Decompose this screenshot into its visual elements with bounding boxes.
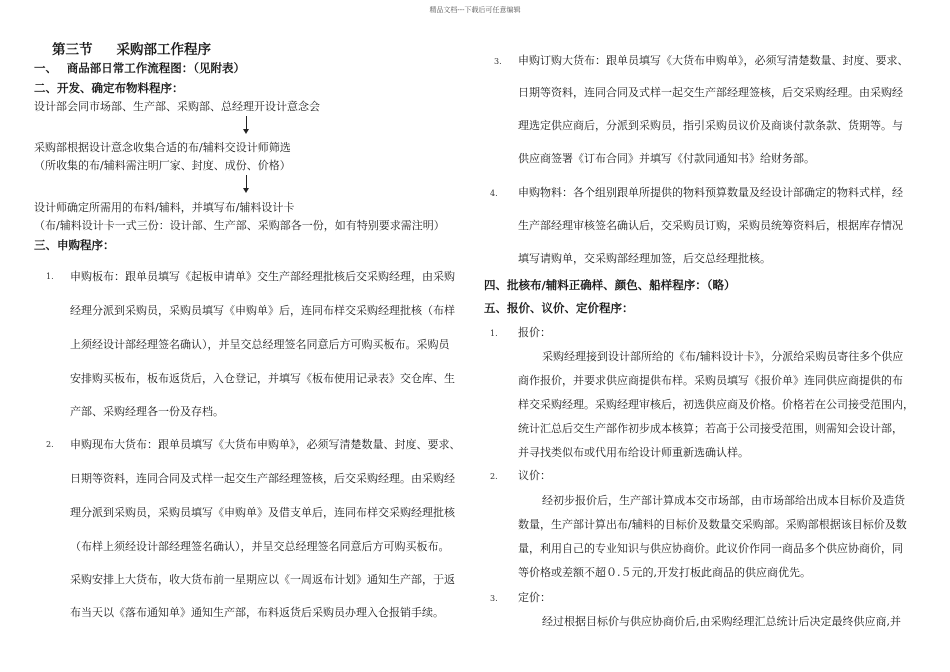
- sub-1-line: 并寻找类似布或代用布给设计师重新选确认样。: [518, 446, 749, 459]
- flow-step-3: 设计师确定所需用的布料/辅料，并填写布/辅料设计卡: [34, 201, 295, 214]
- sub-3-number: 3.: [490, 594, 498, 603]
- item-4-line: 申购物料：各个组别跟单所提供的物料预算数量及经设计部确定的物料式样，经: [518, 186, 903, 199]
- item-1-line: 申购板布：跟单员填写《起板申请单》交生产部经理批核后交采购经理，由采购: [70, 270, 455, 283]
- heading-4: 四、批核布/辅料正确样、颜色、船样程序：（略）: [484, 278, 736, 292]
- sub-2-line: 等价格或差额不超０.５元的,开发打板此商品的供应商优先。: [518, 566, 811, 579]
- sub-2-label: 议价：: [518, 469, 551, 482]
- item-2-line: （布样上须经设计部经理签名确认），并呈交总经理签名同意后方可购买板布。: [70, 540, 450, 553]
- flow-step-2-note: （所收集的布/辅料需注明厂家、封度、成份、价格）: [34, 159, 291, 172]
- flow-arrow-1: [246, 116, 247, 130]
- section-name: 采购部工作程序: [116, 42, 211, 58]
- item-1-line: 上须经设计部经理签名确认），并呈交总经理签名同意后方可购买板布。采购员: [70, 338, 450, 351]
- sub-3-label: 定价：: [518, 591, 551, 604]
- item-1-line: 安排购买板布，板布返货后，入仓登记，并填写《板布使用记录表》交仓库、生: [70, 372, 455, 385]
- flow-step-1: 设计部会同市场部、生产部、采购部、总经理开设计意念会: [34, 100, 320, 113]
- flow-step-2: 采购部根据设计意念收集合适的布/辅料交设计师筛选: [34, 141, 291, 154]
- heading-2: 二、开发、确定布物料程序：: [34, 81, 184, 95]
- sub-1-number: 1.: [490, 329, 498, 338]
- sub-2-line: 经初步报价后，生产部计算成本交市场部，由市场部给出成本目标价及造货: [542, 494, 905, 507]
- item-2-line: 申购现布大货布：跟单员填写《大货布申购单》，必须写清楚数量、封度、要求、: [70, 438, 461, 451]
- sub-1-label: 报价：: [518, 326, 551, 339]
- header-note: 精品文档---下载后可任意编辑: [429, 6, 521, 14]
- item-3-number: 3.: [494, 57, 502, 66]
- sub-2-line: 数量，生产部计算出布/辅料的目标价及数量交采购部。采购部根据该目标价及数: [518, 518, 907, 531]
- sub-1-line: 样交采购经理。采购经理审核后，初选供应商及价格。价格若在公司接受范围内，: [518, 398, 914, 411]
- item-3-line: 申购订购大货布：跟单员填写《大货布申购单》，必须写清楚数量、封度、要求、: [518, 54, 909, 67]
- sub-3-line: 经过根据目标价与供应协商价后,由采购经理汇总统计后决定最终供应商,并: [542, 615, 901, 628]
- sub-2-number: 2.: [490, 472, 498, 481]
- heading-3: 三、申购程序：: [34, 238, 115, 252]
- section-title: [52, 38, 211, 58]
- heading-5: 五、报价、议价、定价程序：: [484, 301, 634, 315]
- item-1-line: 经理分派到采购员，采购员填写《申购单》后，连同布样交采购经理批核（布样: [70, 304, 455, 317]
- item-3-line: 日期等资料，连同合同及式样一起交生产部经理签核，后交采购经理。由采购经: [518, 86, 903, 99]
- section-number: 第三节: [52, 42, 93, 58]
- sub-1-line: 商作报价，并要求供应商提供布样。采购员填写《报价单》连同供应商提供的布: [518, 374, 903, 387]
- item-4-line: 生产部经理审核签名确认后，交采购员订购，采购员统筹资料后，根据库存情况: [518, 219, 903, 232]
- item-2-line: 理分派到采购员，采购员填写《申购单》及借支单后，连同布样交采购经理批核: [70, 506, 455, 519]
- sub-1-line: 统计汇总后交生产部作初步成本核算；若高于公司接受范围，则需知会设计部，: [518, 422, 903, 435]
- item-1-line: 产部、采购经理各一份及存档。: [70, 405, 224, 418]
- sub-1-line: 采购经理接到设计部所给的《布/辅料设计卡》，分派给采购员寄往多个供应: [542, 350, 904, 363]
- item-2-number: 2.: [46, 440, 54, 449]
- item-1-number: 1.: [46, 272, 54, 281]
- flow-arrow-2: [246, 175, 247, 189]
- sub-2-line: 量，利用自己的专业知识与供应协商价。此议价作同一商品多个供应协商价，同: [518, 542, 903, 555]
- item-3-line: 理选定供应商后，分派到采购员，指引采购员议价及商谈付款条款、货期等。与: [518, 119, 903, 132]
- item-4-number: 4.: [490, 189, 498, 198]
- item-4-line: 填写请购单，交采购部经理加签，后交总经理批核。: [518, 252, 771, 265]
- heading-1: 一、 商品部日常工作流程图：（见附表）: [34, 61, 246, 75]
- item-2-line: 布当天以《落布通知单》通知生产部，布料返货后采购员办理入仓报销手续。: [70, 606, 444, 619]
- item-2-line: 采购安排上大货布，收大货布前一星期应以《一周返布计划》通知生产部，于返: [70, 573, 455, 586]
- item-2-line: 日期等资料，连同合同及式样一起交生产部经理签核，后交采购经理。由采购经: [70, 472, 455, 485]
- flow-step-3-note: （布/辅料设计卡一式三份：设计部、生产部、采购部各一份，如有特别要求需注明）: [34, 219, 445, 232]
- item-3-line: 供应商签署《订布合同》并填写《付款同通知书》给财务部。: [518, 152, 815, 165]
